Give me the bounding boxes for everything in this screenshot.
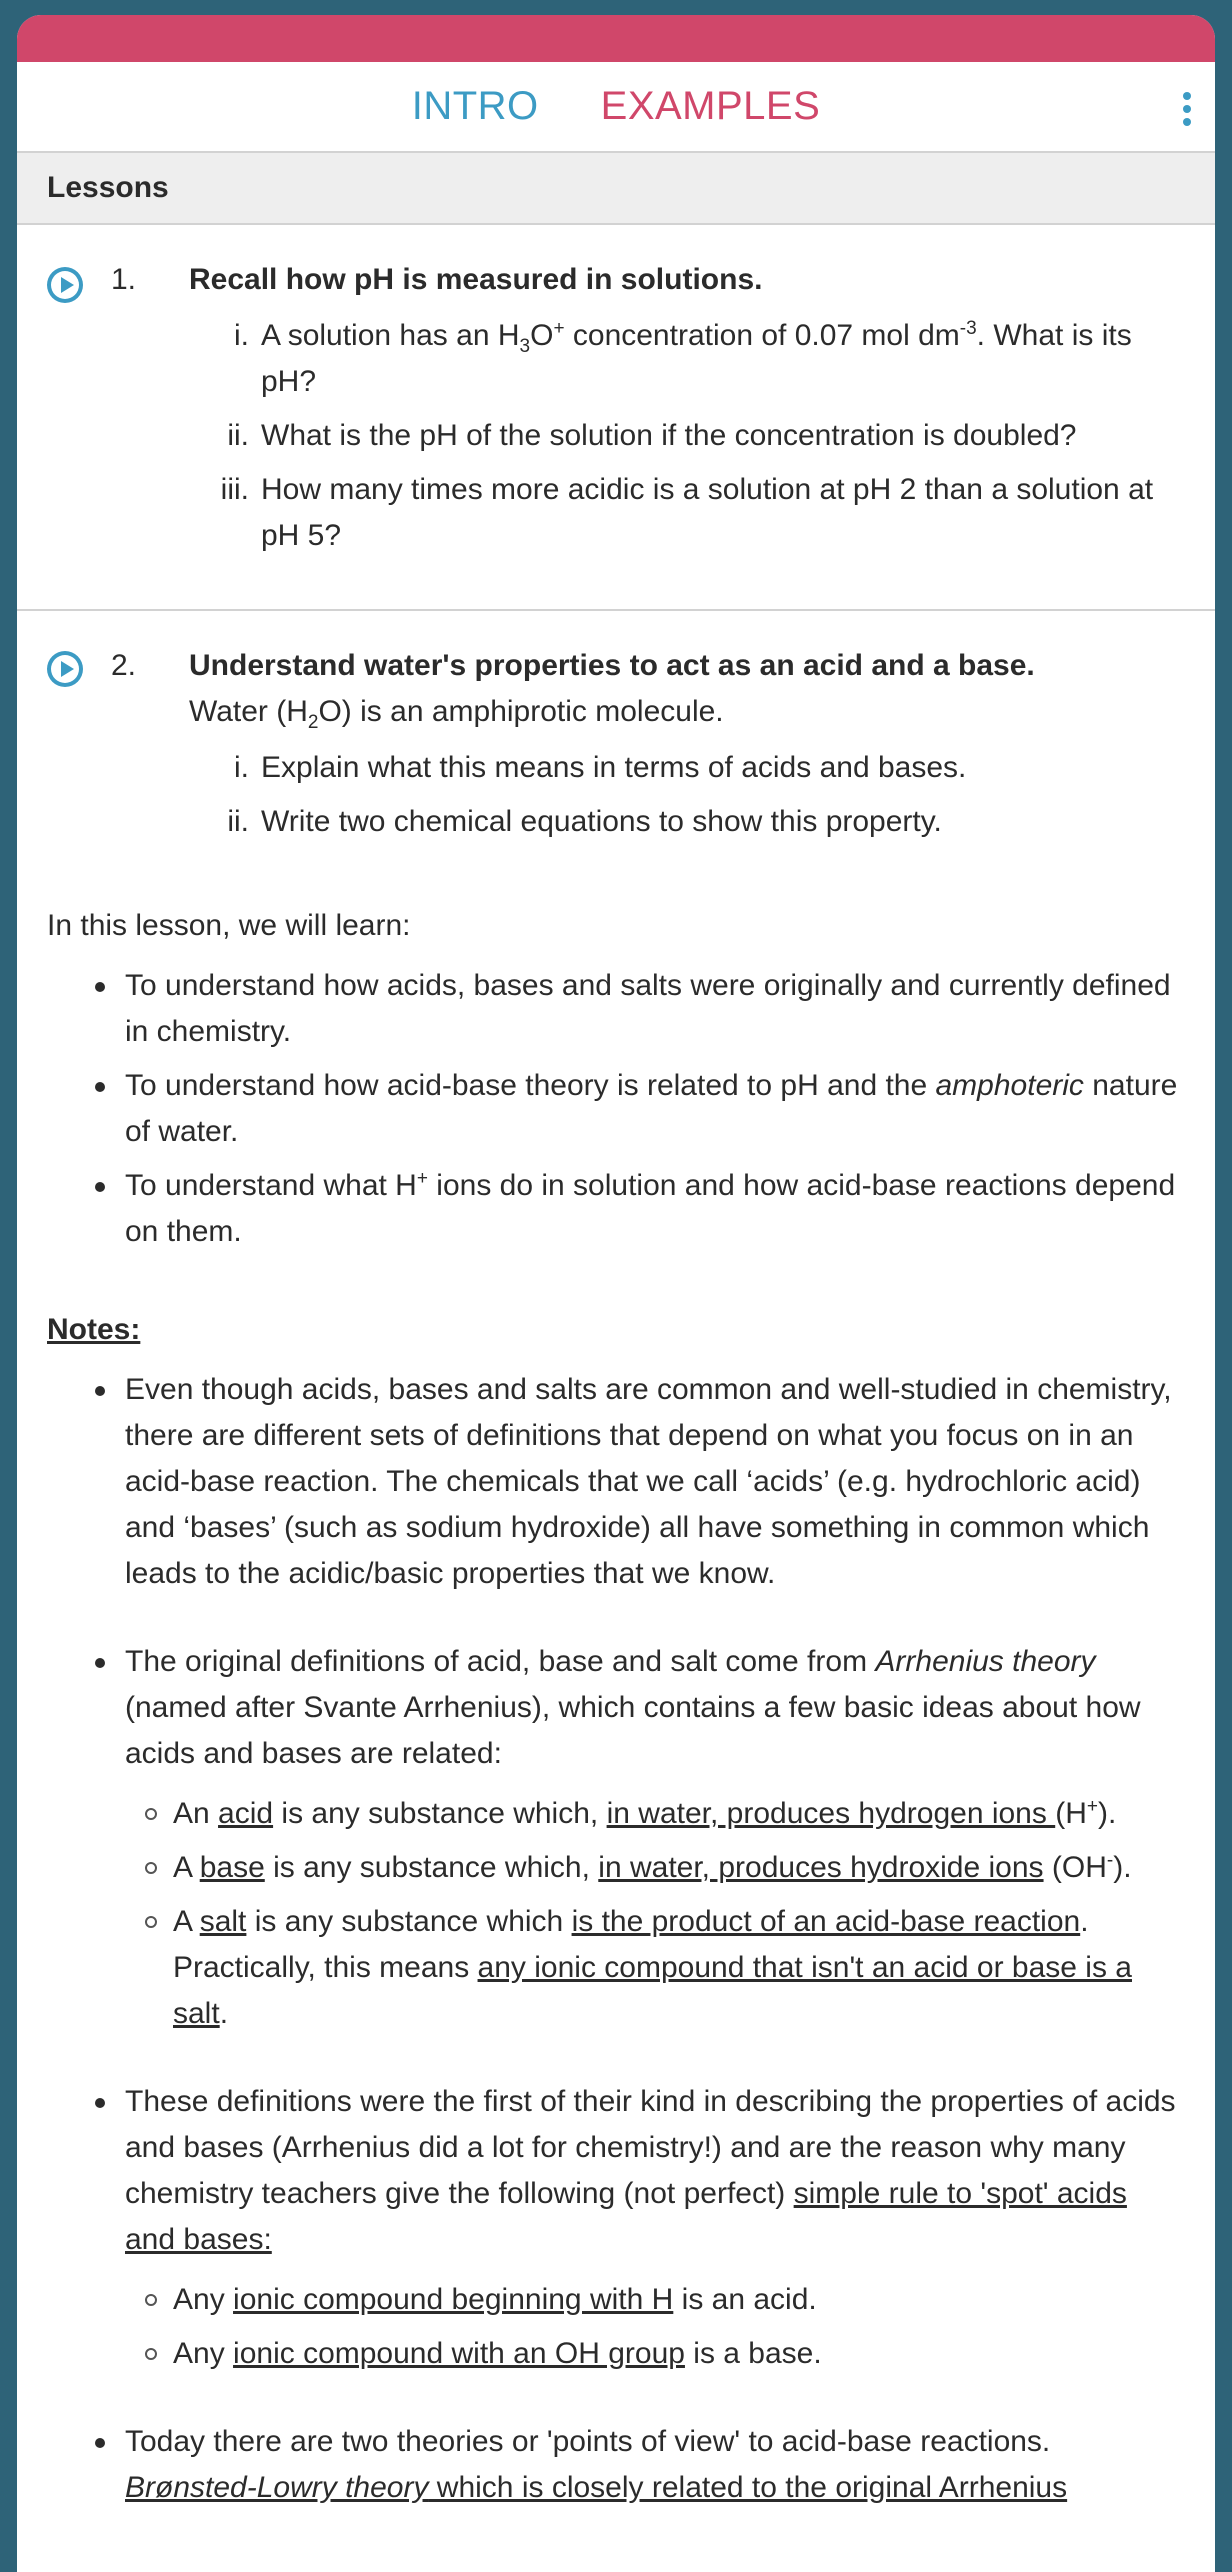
- objectives-list: [47, 963, 1185, 1255]
- list-item: The original definitions of acid, base and salt come from Arrhenius theory (named after Svante Arrhenius), which contains a few basic ideas about how acids and bases are related: An acid is any substance which, in water, produces hydrogen ions (H+). A base is any substance which, in water, produces hydroxide ions (OH-). A salt is any substance which is the product of an acid-base reaction. Practically, this means any ionic compound that isn't an acid or base is a salt.: [125, 1639, 1185, 2037]
- list-item: A base is any substance which, in water, produces hydroxide ions (OH-).: [173, 1845, 1185, 1891]
- list-item: Even though acids, bases and salts are common and well-studied in chemistry, there are different sets of definitions that depend on what you focus on in an acid-base reaction. The chemicals that we call ‘acids’ (e.g. hydrochloric acid) and ‘bases’ (such as sodium hydroxide) all have something in common which leads to the acidic/basic properties that we know.: [125, 1367, 1185, 1597]
- tab-examples[interactable]: EXAMPLES: [600, 84, 821, 128]
- question-item: i. A solution has an $H_3O^+$ concentration of 0.07 mol $dm^{-3}$. What is its pH?: [234, 318, 1132, 398]
- lesson-number: 1.: [111, 263, 137, 296]
- question-list: [47, 745, 1155, 845]
- lesson-title: Understand water's properties to act as an acid and a base.: [189, 649, 1035, 682]
- notes-heading: Notes:: [47, 1313, 141, 1346]
- tab-intro[interactable]: INTRO: [411, 84, 539, 128]
- list-item: To understand how acid-base theory is related to pH and the amphoteric nature of water.: [125, 1063, 1185, 1155]
- lessons-section-header: Lessons: [17, 153, 1215, 225]
- tab-bar: [17, 62, 1215, 153]
- lesson-description: Water $(H_2O)$ is an amphiprotic molecule.: [189, 695, 724, 733]
- more-options-icon[interactable]: [1182, 92, 1192, 126]
- list-item: Today there are two theories or 'points of view' to acid-base reactions. Brønsted-Lowry theory which is closely related to the original Arrhenius: [125, 2419, 1185, 2511]
- lesson-item-2: [17, 611, 1215, 879]
- lesson-item-1: [17, 225, 1215, 611]
- question-item: iii. How many times more acidic is a solution at pH 2 than a solution at pH 5?: [220, 473, 1154, 552]
- top-color-bar: [17, 15, 1215, 62]
- question-item: ii. What is the pH of the solution if the concentration is doubled?: [227, 419, 1077, 452]
- list-item: Any ionic compound with an OH group is a base.: [173, 2331, 1185, 2377]
- definitions-list: [125, 1791, 1185, 2037]
- play-icon[interactable]: [47, 267, 83, 303]
- main-card: [17, 15, 1215, 2572]
- objectives-intro: In this lesson, we will learn:: [47, 909, 411, 942]
- question-item: i. Explain what this means in terms of acids and bases.: [234, 751, 967, 784]
- list-item: To understand what H+ ions do in solution and how acid-base reactions depend on them.: [125, 1163, 1185, 1255]
- lesson-number: 2.: [111, 649, 137, 682]
- list-item: Any ionic compound beginning with H is an acid.: [173, 2277, 1185, 2323]
- list-item: These definitions were the first of their kind in describing the properties of acids and bases (Arrhenius did a lot for chemistry!) and are the reason why many chemistry teachers give the following (not perfect) simple rule to 'spot' acids and bases: Any ionic compound beginning with H is an acid. Any ionic compound with an OH group is a base.: [125, 2079, 1185, 2377]
- list-item: A salt is any substance which is the product of an acid-base reaction. Practically, this means any ionic compound that isn't an acid or base is a salt.: [173, 1899, 1185, 2037]
- play-icon[interactable]: [47, 651, 83, 687]
- learning-objectives: [17, 903, 1215, 2511]
- notes-list: [47, 1367, 1185, 2511]
- question-list: [47, 313, 1155, 559]
- lesson-content: [17, 225, 1215, 2511]
- rules-list: [125, 2277, 1185, 2377]
- lesson-title: Recall how pH is measured in solutions.: [189, 263, 763, 296]
- list-item: To understand how acids, bases and salts were originally and currently defined in chemistry.: [125, 963, 1185, 1055]
- list-item: An acid is any substance which, in water, produces hydrogen ions (H+).: [173, 1791, 1185, 1837]
- question-item: ii. Write two chemical equations to show this property.: [227, 805, 942, 838]
